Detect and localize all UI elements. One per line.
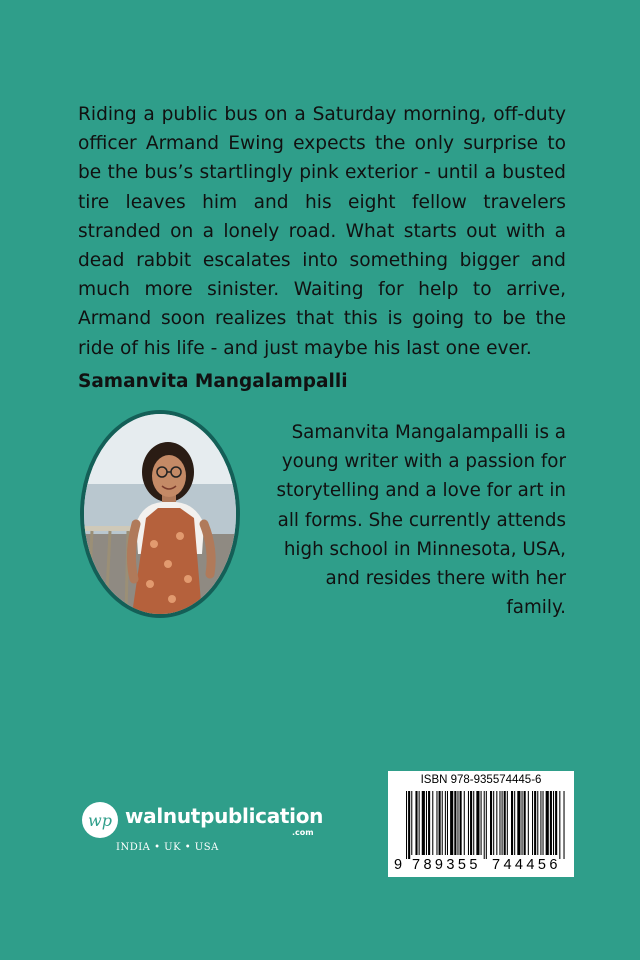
publisher-domain: .com	[292, 828, 314, 837]
logo-letters: wp	[88, 811, 112, 830]
barcode-bar	[422, 791, 425, 855]
barcode-bar	[415, 791, 417, 855]
barcode-bar	[432, 791, 433, 855]
publisher-name: walnutpublication	[125, 804, 324, 828]
barcode-bar	[468, 791, 469, 855]
author-portrait-illustration	[84, 414, 236, 614]
barcode-bar	[534, 791, 536, 855]
barcode-bar	[473, 791, 474, 855]
barcode-bar	[514, 791, 515, 855]
publisher-regions: INDIA • UK • USA	[116, 842, 219, 853]
isbn-barcode	[388, 771, 574, 877]
barcode-bar	[490, 791, 492, 855]
barcode-bar	[540, 791, 541, 855]
walnut-wp-logo-icon	[82, 802, 118, 838]
barcode-lead-digit: 9	[394, 857, 403, 873]
barcode-bar	[559, 791, 560, 859]
barcode-bar	[408, 791, 410, 859]
barcode-bar	[499, 791, 500, 855]
barcode-bar	[445, 791, 446, 855]
isbn-label: ISBN 978-935574445-6	[420, 774, 542, 786]
barcode-bar	[555, 791, 557, 855]
author-bio: Samanvita Mangalampalli is a young writer with a passion for storytelling and a love for art in all forms. She currently attends high school in Minnesota, USA, and resides there with her family.	[276, 422, 566, 619]
author-photo	[80, 410, 240, 618]
barcode-bar	[454, 791, 456, 855]
publisher-badge	[82, 802, 118, 838]
barcode-bar	[481, 791, 482, 855]
barcode-bar	[470, 791, 472, 855]
barcode-bar	[419, 791, 420, 855]
barcode-bar	[507, 791, 508, 855]
barcode-bar	[532, 791, 533, 855]
barcode-bar	[493, 791, 494, 855]
barcode-right-digits: 744456	[492, 857, 561, 873]
barcode-bar	[543, 791, 544, 855]
barcode-bar	[442, 791, 443, 855]
book-blurb: Riding a public bus on a Saturday morning, off-duty officer Armand Ewing expects the only surprise to be the bus’s startlingly pink exterior - until a busted tire leaves him and his eight fellow travelers stranded on a lonely road. What starts out with a dead rabbit escalates into something bigger and much more sinister. Waiting for help to arrive, Armand soon realizes that this is going to be the ride of his life - and just maybe his last one ever.	[78, 104, 566, 359]
barcode-bar	[447, 791, 448, 855]
barcode-bar	[450, 791, 453, 855]
barcode-bar	[411, 791, 412, 855]
barcode-bar	[537, 791, 538, 855]
barcode-bar	[496, 791, 497, 855]
barcode-bar	[484, 791, 485, 859]
barcode-bar	[428, 791, 430, 855]
barcode-bar	[524, 791, 526, 855]
barcode-bars	[388, 771, 574, 859]
author-name-heading: Samanvita Mangalampalli	[78, 371, 348, 392]
barcode-bar	[436, 791, 437, 855]
barcode-bar	[426, 791, 427, 855]
barcode-bar	[486, 791, 487, 859]
barcode-bar	[522, 791, 523, 855]
publisher-logo	[82, 800, 332, 860]
barcode-bar	[439, 791, 441, 855]
barcode-bar	[457, 791, 458, 855]
barcode-bar	[476, 791, 479, 855]
barcode-bar	[504, 791, 506, 855]
barcode-bar	[553, 791, 554, 855]
barcode-left-digits: 789355	[412, 857, 481, 873]
barcode-bar	[528, 791, 529, 855]
barcode-bar	[502, 791, 503, 855]
barcode-bar	[460, 791, 462, 855]
barcode-bar	[546, 791, 549, 855]
barcode-bar	[511, 791, 513, 855]
barcode-bar	[564, 791, 565, 859]
barcode-bar	[464, 791, 465, 855]
barcode-bar	[550, 791, 552, 855]
barcode-bar	[406, 791, 407, 859]
barcode-bar	[517, 791, 520, 855]
